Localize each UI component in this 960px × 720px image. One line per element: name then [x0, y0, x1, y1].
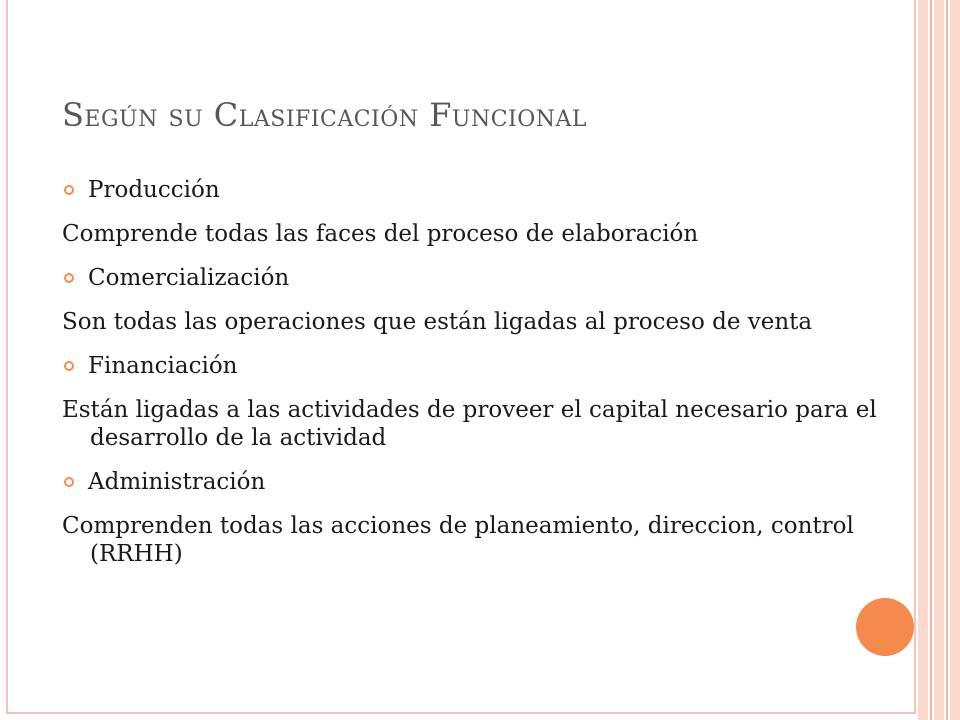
bullet-text: Producción: [88, 177, 220, 203]
stripe: [946, 0, 948, 720]
ring-bullet-icon: [64, 477, 74, 487]
bullet-text: Administración: [88, 469, 266, 495]
body-text: Están ligadas a las actividades de proveer el capital necesario para el desarrollo de la actividad: [62, 397, 877, 451]
bullet-item: [62, 468, 922, 496]
accent-circle: [856, 598, 914, 656]
body-text: Comprenden todas las acciones de planeamiento, direccion, control (RRHH): [62, 513, 854, 567]
stripe: [950, 0, 960, 720]
bullet-text: Comercialización: [88, 265, 290, 291]
slide-content: [62, 176, 922, 584]
ring-bullet-icon: [64, 273, 74, 283]
bullet-item: [62, 176, 922, 204]
bullet-item: [62, 264, 922, 292]
bullet-item: [62, 352, 922, 380]
body-text: Son todas las operaciones que están ligadas al proceso de venta: [62, 309, 813, 335]
ring-bullet-icon: [64, 185, 74, 195]
slide-title: Según su Clasificación Funcional: [62, 96, 588, 134]
body-text: Comprende todas las faces del proceso de elaboración: [62, 221, 699, 247]
bullet-text: Financiación: [88, 353, 238, 379]
stripe: [934, 0, 944, 720]
decorative-stripes: [916, 0, 960, 720]
stripe: [930, 0, 932, 720]
ring-bullet-icon: [64, 361, 74, 371]
